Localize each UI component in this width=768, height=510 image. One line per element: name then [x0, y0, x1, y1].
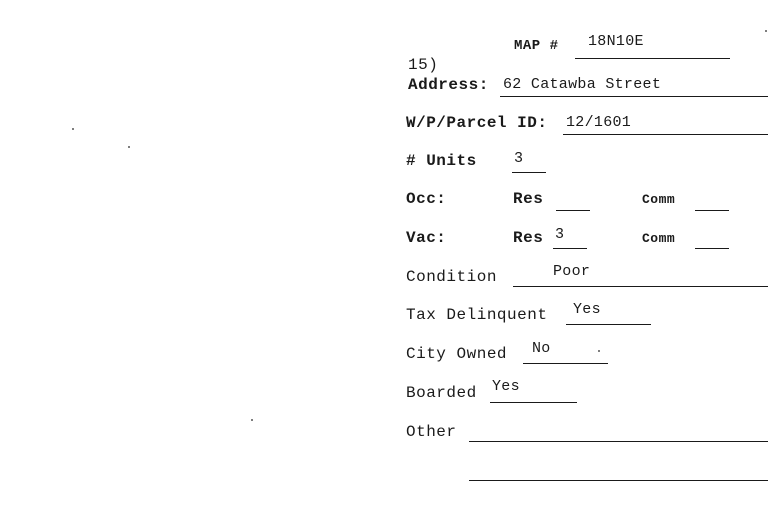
- address-underline: [500, 96, 768, 97]
- occ-comm-underline: [695, 210, 729, 211]
- tax-delinquent-label: Tax Delinquent: [406, 306, 548, 324]
- address-label: Address:: [408, 76, 489, 94]
- vac-comm-label: Comm: [642, 231, 676, 246]
- map-value: 18N10E: [588, 33, 644, 50]
- map-label: MAP #: [514, 38, 559, 54]
- boarded-label: Boarded: [406, 384, 477, 402]
- parcel-label: W/P/Parcel ID:: [406, 114, 548, 132]
- parcel-underline: [563, 134, 768, 135]
- vac-res-underline: [553, 248, 587, 249]
- boarded-value: Yes: [492, 378, 520, 395]
- address-value: 62 Catawba Street: [503, 76, 662, 93]
- other-label: Other: [406, 423, 457, 441]
- other-underline-1: [469, 441, 768, 442]
- boarded-underline: [490, 402, 577, 403]
- tax-delinquent-value: Yes: [573, 301, 601, 318]
- condition-value: Poor: [553, 263, 591, 280]
- scan-speck: [251, 419, 253, 421]
- units-value: 3: [514, 150, 524, 167]
- item-number: 15): [408, 56, 439, 74]
- vac-label: Vac:: [406, 229, 447, 247]
- condition-underline: [513, 286, 768, 287]
- occ-res-label: Res: [513, 190, 544, 208]
- units-underline: [512, 172, 546, 173]
- tax-delinquent-underline: [566, 324, 651, 325]
- vac-res-label: Res: [513, 229, 544, 247]
- scan-speck: [765, 30, 767, 32]
- parcel-value: 12/1601: [566, 114, 632, 131]
- city-owned-label: City Owned: [406, 345, 508, 363]
- condition-label: Condition: [406, 268, 497, 286]
- occ-label: Occ:: [406, 190, 447, 208]
- scan-speck: [72, 128, 74, 130]
- vac-comm-underline: [695, 248, 729, 249]
- occ-res-underline: [556, 210, 590, 211]
- vac-res-value: 3: [555, 226, 565, 243]
- units-label: # Units: [406, 152, 477, 170]
- city-owned-underline: [523, 363, 608, 364]
- scan-speck: [128, 146, 130, 148]
- other-underline-2: [469, 480, 768, 481]
- city-owned-value: No: [532, 340, 551, 357]
- occ-comm-label: Comm: [642, 192, 676, 207]
- map-underline: [575, 58, 730, 59]
- scan-speck: [598, 350, 600, 352]
